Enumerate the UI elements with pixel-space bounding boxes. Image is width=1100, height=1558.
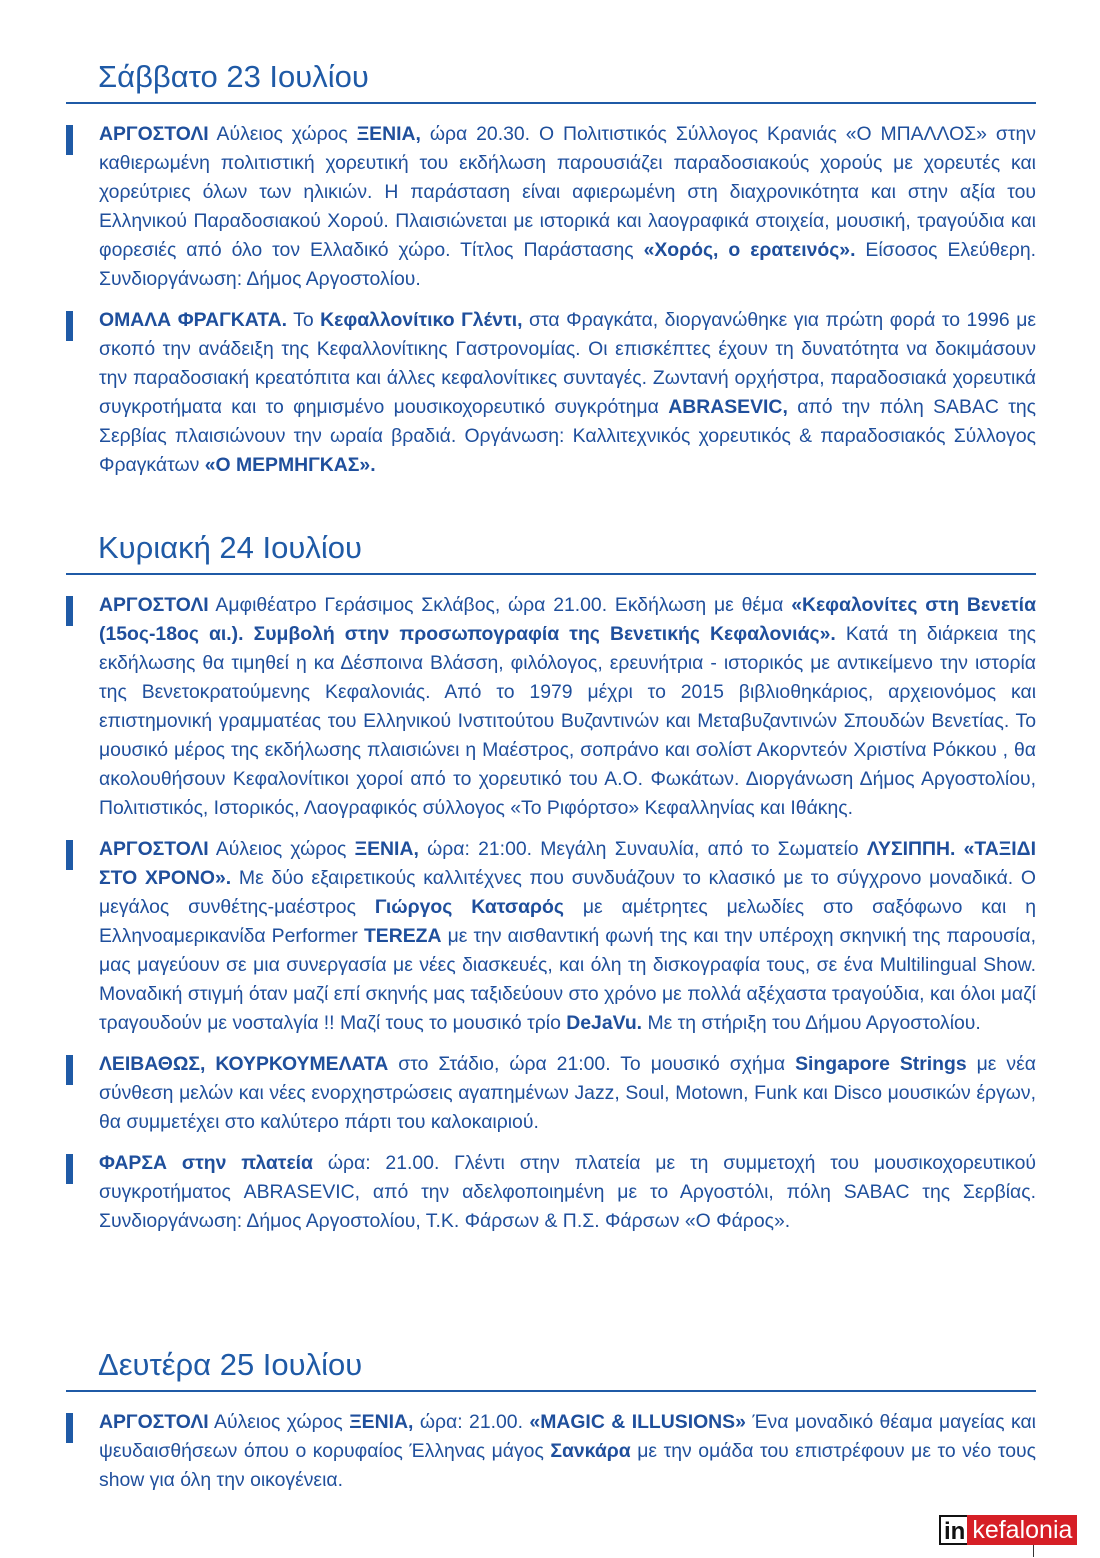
- text-run: από την πόλη SABAC της Σερβίας πλαισιώνουν την ωραία βραδιά. Οργάνωση: Καλλιτεχνικός χορευτικός & παραδοσιακός Σύλλογος Φραγκάτων: [99, 396, 1036, 476]
- event-location: ΑΡΓΟΣΤΟΛΙ: [99, 838, 209, 860]
- event-text: [99, 1050, 1036, 1137]
- event-entry: [66, 1408, 1036, 1495]
- text-run: Ένα μοναδικό θέαμα μαγείας και ψευδαισθήσεων όπου ο κορυφαίος Έλληνας μάγος: [99, 1411, 1036, 1462]
- inkefalonia-logo[interactable]: [939, 1515, 1077, 1545]
- event-name: Κεφαλλονίτικο Γλέντι,: [320, 309, 523, 331]
- text-run: στο Στάδιο, ώρα 21:00. Το μουσικό σχήμα: [388, 1053, 796, 1075]
- event-entry: [66, 1149, 1036, 1236]
- day-title: Σάββατο 23 Ιουλίου: [98, 59, 369, 94]
- text-run: Αύλειος χώρος: [208, 838, 355, 860]
- band-name: Singapore Strings: [795, 1053, 967, 1075]
- artist-name: Σανκάρα: [550, 1440, 631, 1462]
- venue-name: ΞΕΝΙΑ,: [349, 1411, 414, 1433]
- event-entry: [66, 1050, 1036, 1137]
- event-text: [99, 1408, 1036, 1495]
- organizer-name: «Ο ΜΕΡΜΗΓΚΑΣ».: [204, 454, 376, 476]
- event-theme: «Κεφαλονίτες στη Βενετία (15ος-18ος αι.). Συμβολή στην προσωπογραφία της Βενετικής Κεφαλονιάς».: [99, 594, 1036, 645]
- event-entry: [66, 835, 1036, 1038]
- group-name: ABRASEVIC,: [668, 396, 788, 418]
- text-run: με αμέτρητες μελωδίες στο σαξόφωνο και η Ελληνοαμερικανίδα Performer: [99, 896, 1036, 947]
- venue-name: ΞΕΝΙΑ,: [354, 838, 419, 860]
- event-entry: [66, 120, 1036, 294]
- crop-mark: [1033, 1545, 1034, 1557]
- text-run: Είσοσος Ελεύθερη. Συνδιοργάνωση: Δήμος Αργοστολίου.: [99, 239, 1036, 290]
- entry-marker: [66, 1055, 73, 1085]
- event-text: [99, 591, 1036, 823]
- event-text: [99, 835, 1036, 1038]
- entry-marker: [66, 311, 73, 341]
- event-text: [99, 120, 1036, 294]
- event-location: ΑΡΓΟΣΤΟΛΙ: [99, 594, 209, 616]
- entry-marker: [66, 1154, 73, 1184]
- entry-marker: [66, 125, 73, 155]
- text-run: Με δύο εξαιρετικούς καλλιτέχνες που συνδυάζουν το κλασικό με το σύγχρονο μοναδικά. Ο μεγάλος συνθέτης-μαέστρος: [99, 867, 1037, 918]
- event-location: ΟΜΑΛΑ ΦΡΑΓΚΑΤΑ.: [99, 309, 287, 331]
- text-run: Με τη στήριξη του Δήμου Αργοστολίου.: [642, 1012, 981, 1034]
- day-section-monday: [66, 1346, 1036, 1507]
- event-location: ΛΕΙΒΑΘΩΣ, ΚΟΥΡΚΟΥΜΕΛΑΤΑ: [99, 1053, 389, 1075]
- text-run: με την αισθαντική φωνή της και την υπέροχη σκηνική της παρουσία, μας μαγεύουν σε μια συνεργασία με νέες διασκευές, και όλη τη δισκογραφία τους, σε ένα Multilingual Show. Μοναδική στιγμή όταν μαζί επί σκηνής μας ταξιδεύουν στο χρόνο με πολλά αξέχαστα τραγούδια, και όλοι μαζί τραγουδούν με νοσταλγία !! Μαζί τους το μουσικό τρίο: [99, 925, 1036, 1034]
- band-name: DeJaVu.: [566, 1012, 643, 1034]
- artist-name: Γιώργος Κατσαρός: [374, 896, 564, 918]
- show-title: ΛΥΣΙΠΠΗ. «ΤΑΞΙΔΙ ΣΤΟ ΧΡΟΝΟ».: [99, 838, 1037, 889]
- text-run: με νέα σύνθεση μελών και νέες ενορχηστρώσεις αγαπημένων Jazz, Soul, Motown, Funk και Disco μουσικών έργων, θα συμμετέχει στο καλύτερο πάρτι του καλοκαιριού.: [99, 1053, 1036, 1133]
- show-title: «Χορός, ο ερατεινός».: [643, 239, 856, 261]
- text-run: ώρα: 21:00. Μεγάλη Συναυλία, από το Σωματείο: [418, 838, 867, 860]
- venue-name: ΞΕΝΙΑ,: [356, 123, 421, 145]
- artist-name: TEREZA: [363, 925, 442, 947]
- logo-brand: kefalonia: [967, 1515, 1077, 1545]
- text-run: με την ομάδα του επιστρέφουν με το νέο τους show για όλη την οικογένεια.: [99, 1440, 1036, 1491]
- event-text: [99, 306, 1036, 480]
- logo-prefix: in: [939, 1515, 967, 1545]
- entry-marker: [66, 596, 73, 626]
- event-location: ΑΡΓΟΣΤΟΛΙ: [99, 123, 209, 145]
- text-run: ώρα 20.30. Ο Πολιτιστικός Σύλλογος Κρανιάς «Ο ΜΠΑΛΛΟΣ» στην καθιερωμένη πολιτιστική χορευτική του εκδήλωση παρουσιάζει παραδοσιακούς χορούς με χορευτές και χορεύτριες όλων των ηλικιών. Η παράσταση είναι αφιερωμένη στη διαχρονικότητα και στην αξία του Ελληνικού Παραδοσιακού Χορού. Πλαισιώνεται με ιστορικά και λαογραφικά στοιχεία, μουσική, τραγούδια και φορεσιές από όλο τον Ελλαδικό χώρο. Τίτλος Παράστασης: [99, 123, 1036, 261]
- show-title: «MAGIC & ILLUSIONS»: [529, 1411, 746, 1433]
- event-text: [99, 1149, 1036, 1236]
- event-entry: [66, 591, 1036, 823]
- event-entry: [66, 306, 1036, 480]
- day-title: Κυριακή 24 Ιουλίου: [98, 530, 362, 565]
- day-section-sunday: [66, 529, 1036, 1248]
- text-run: Κατά τη διάρκεια της εκδήλωσης θα τιμηθεί η κα Δέσποινα Βλάσση, φιλόλογος, ερευνήτρια - ιστορικός με αντικείμενο την ιστορία της Βενετοκρατούμενης Κεφαλονιάς. Από το 1979 μέχρι το 2015 βιβλιοθηκάριος, αρχειονόμος και επιστημονική γραμματέας του Ελληνικού Ινστιτούτου Βυζαντινών και Μεταβυζαντινών Σπουδών Βενετίας. Το μουσικό μέρος της εκδήλωσης πλαισιώνει η Μαέστρος, σοπράνο και σολίστ Ακορντεόν Χριστίνα Ρόκκου , θα ακολουθήσουν Κεφαλονίτικοι χοροί από το χορευτικό του Α.Ο. Φωκάτων. Διοργάνωση Δήμος Αργοστολίου, Πολιτιστικός, Ιστορικός, Λαογραφικός σύλλογος «Το Ριφόρτσο» Κεφαλληνίας και Ιθάκης.: [99, 623, 1036, 819]
- day-title: Δευτέρα 25 Ιουλίου: [98, 1347, 363, 1382]
- entry-marker: [66, 1413, 73, 1443]
- text-run: Αύλειος χώρος: [208, 123, 357, 145]
- day-section-saturday: [66, 58, 1036, 492]
- event-location: ΑΡΓΟΣΤΟΛΙ: [99, 1411, 209, 1433]
- text-run: ώρα: 21.00.: [413, 1411, 530, 1433]
- text-run: ώρα: 21.00. Γλέντι στην πλατεία με τη συμμετοχή του μουσικοχορευτικού συγκροτήματος ABRASEVIC, από την αδελφοποιημένη με το Αργοστόλι, πόλη SABAC της Σερβίας. Συνδιοργάνωση: Δήμος Αργοστολίου, Τ.Κ. Φάρσων & Π.Σ. Φάρσων «Ο Φάρος».: [99, 1152, 1036, 1232]
- text-run: στα Φραγκάτα, διοργανώθηκε για πρώτη φορά το 1996 με σκοπό την ανάδειξη της Κεφαλλονίτικης Γαστρονομίας. Οι επισκέπτες έχουν τη δυνατότητα να δοκιμάσουν την παραδοσιακή κρεατόπιτα και άλλες κεφαλονίτικες συνταγές. Ζωντανή ορχήστρα, παραδοσιακά χορευτικά συγκροτήματα και το φημισμένο μουσικοχορευτικό συγκρότημα: [99, 309, 1037, 418]
- entry-marker: [66, 840, 73, 870]
- event-location: ΦΑΡΣΑ στην πλατεία: [99, 1152, 313, 1174]
- text-run: Αμφιθέατρο Γεράσιμος Σκλάβος, ώρα 21.00. Εκδήλωση με θέμα: [208, 594, 792, 616]
- text-run: Αύλειος χώρος: [208, 1411, 350, 1433]
- text-run: Το: [286, 309, 321, 331]
